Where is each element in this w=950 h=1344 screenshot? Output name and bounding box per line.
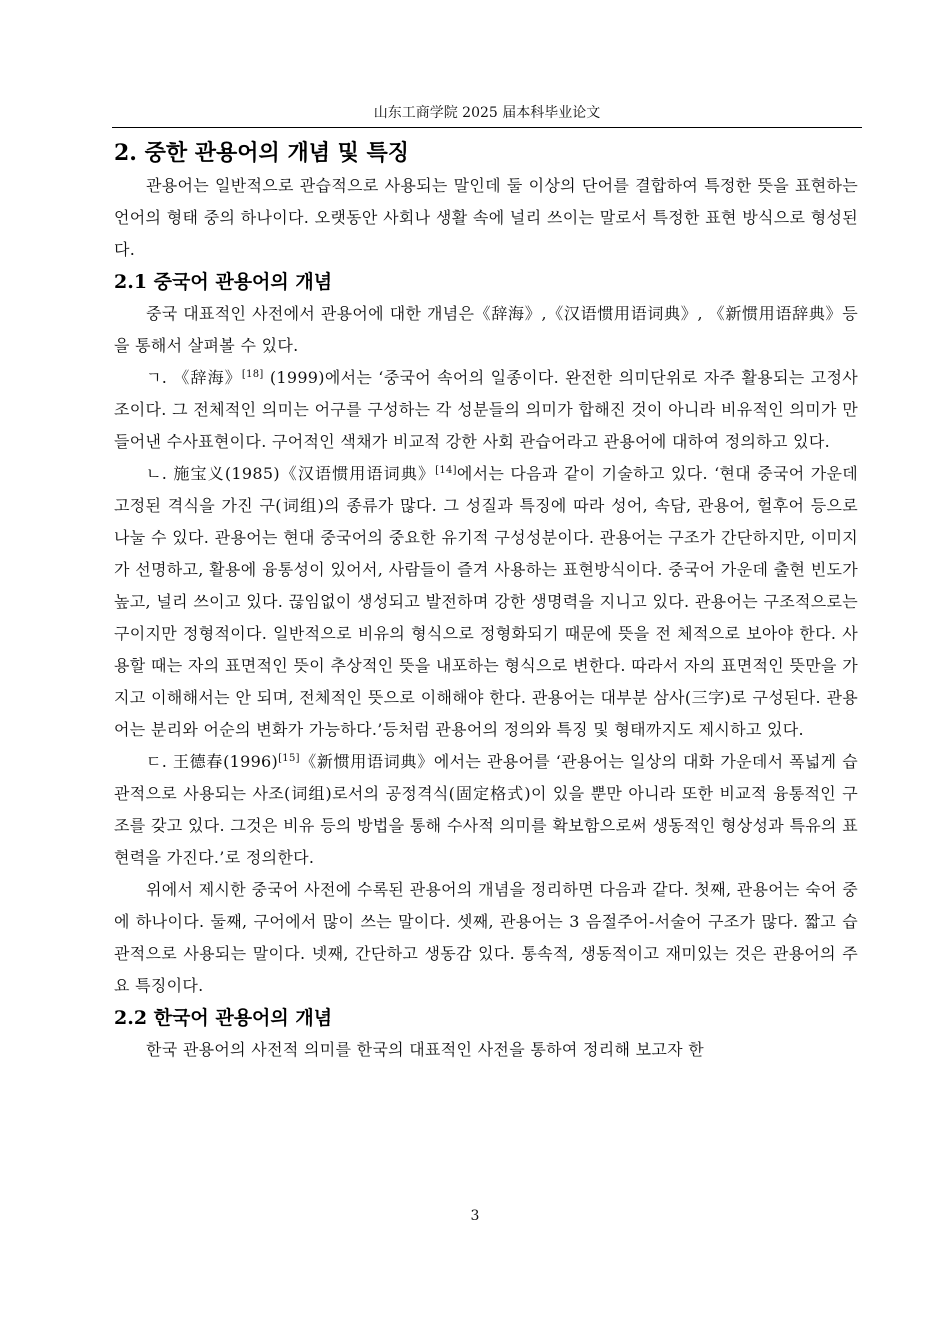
page-body [114, 136, 858, 1066]
item-text: (1999)에서는 ‘중국어 속어의 일종이다. 완전한 의미단위로 자주 활용되는 고정사조이다. 그 전체적인 의미는 어구를 구성하는 각 성분들의 의미가 합해진 것이 아니라 비유적인 의미가 만들어낸 수사표현이다. 구어적인 색채가 비교적 강한 사회 관습어라고 관용어에 대하여 정의하고 있다. [114, 368, 858, 451]
header-divider [112, 127, 862, 128]
item-text: 에서는 다음과 같이 기술하고 있다. ‘현대 중국어 가운데 고정된 격식을 가진 구(词组)의 종류가 많다. 그 성질과 특징에 따라 성어, 속담, 관용어, 헐후어 등으로 나눌 수 있다. 관용어는 현대 중국어의 중요한 유기적 구성성분이다. 관용어는 구조가 간단하지만, 이미지가 선명하고, 활용에 융통성이 있어서, 사람들이 즐겨 사용하는 표현방식이다. 중국어 가운데 출현 빈도가 높고, 널리 쓰이고 있다. 끊임없이 생성되고 발전하며 강한 생명력을 지니고 있다. 관용어는 구조적으로는 구이지만 정형적이다. 일반적으로 비유의 형식으로 정형화되기 때문에 뜻을 전 체적으로 보아야 한다. 사용할 때는 자의 표면적인 뜻이 추상적인 뜻을 내포하는 형식으로 변한다. 따라서 자의 표면적인 뜻만을 가지고 이해해서는 안 되며, 전체적인 뜻으로 이해해야 한다. 관용어는 대부분 삼사(三字)로 구성된다. 관용어는 분리와 어순의 변화가 가능하다.’등처럼 관용어의 정의와 특징 및 형태까지도 제시하고 있다. [114, 464, 859, 739]
citation-ref: [15] [278, 753, 300, 764]
paragraph-korean-intro: 한국 관용어의 사전적 의미를 한국의 대표적인 사전을 통하여 정리해 보고자 한 [146, 1040, 705, 1059]
citation-ref: [14] [435, 465, 457, 476]
item-lead: ㄴ. 施宝义(1985)《汉语惯用语词典》 [146, 464, 436, 483]
paragraph-dictionaries: 중국 대표적인 사전에서 관용어에 대한 개념은《辞海》,《汉语惯用语词典》, 《新惯用语辞典》등을 통해서 살펴볼 수 있다. [114, 304, 858, 355]
paragraph-intro: 관용어는 일반적으로 관습적으로 사용되는 말인데 둘 이상의 단어를 결합하여 특정한 뜻을 표현하는 언어의 형태 중의 하나이다. 오랫동안 사회나 생활 속에 널리 쓰이는 말로서 특정한 표현 방식으로 형성된다. [114, 176, 858, 259]
paragraph-shibaoyi [114, 458, 858, 746]
section-heading-2: 2. 중한 관용어의 개념 및 특징 [114, 140, 410, 166]
page-number: 3 [470, 1208, 480, 1224]
item-text: 《新惯用语词典》에서는 관용어를 ‘관용어는 일상의 대화 가운데서 폭넓게 습관적으로 사용되는 사조(词组)로서의 공정격식(固定格式)이 있을 뿐만 아니라 또한 비교적 융통적인 구조를 갖고 있다. 그것은 비유 등의 방법을 통해 수사적 의미를 확보함으로써 생동적인 형상성과 특유의 표현력을 가진다.’로 정의한다. [114, 752, 858, 867]
section-heading-2-1: 2.1 중국어 관용어의 개념 [114, 271, 333, 293]
paragraph-cihai [114, 362, 858, 458]
running-header: 山东工商学院 2025 届本科毕业论文 [373, 105, 601, 121]
citation-ref: [18] [241, 369, 264, 380]
paragraph-summary: 위에서 제시한 중국어 사전에 수록된 관용어의 개념을 정리하면 다음과 같다. 첫째, 관용어는 숙어 중에 하나이다. 둘째, 구어에서 많이 쓰는 말이다. 셋째, 관용어는 3 음절주어-서술어 구조가 많다. 짧고 습관적으로 사용되는 말이다. 넷째, 간단하고 생동감 있다. 통속적, 생동적이고 재미있는 것은 관용어의 주요 특징이다. [114, 880, 858, 995]
item-lead: ㄱ. 《辞海》 [146, 368, 242, 387]
paragraph-wangdechun [114, 746, 858, 874]
section-heading-2-2: 2.2 한국어 관용어의 개념 [114, 1007, 333, 1029]
item-lead: ㄷ. 王德春(1996) [146, 752, 279, 771]
